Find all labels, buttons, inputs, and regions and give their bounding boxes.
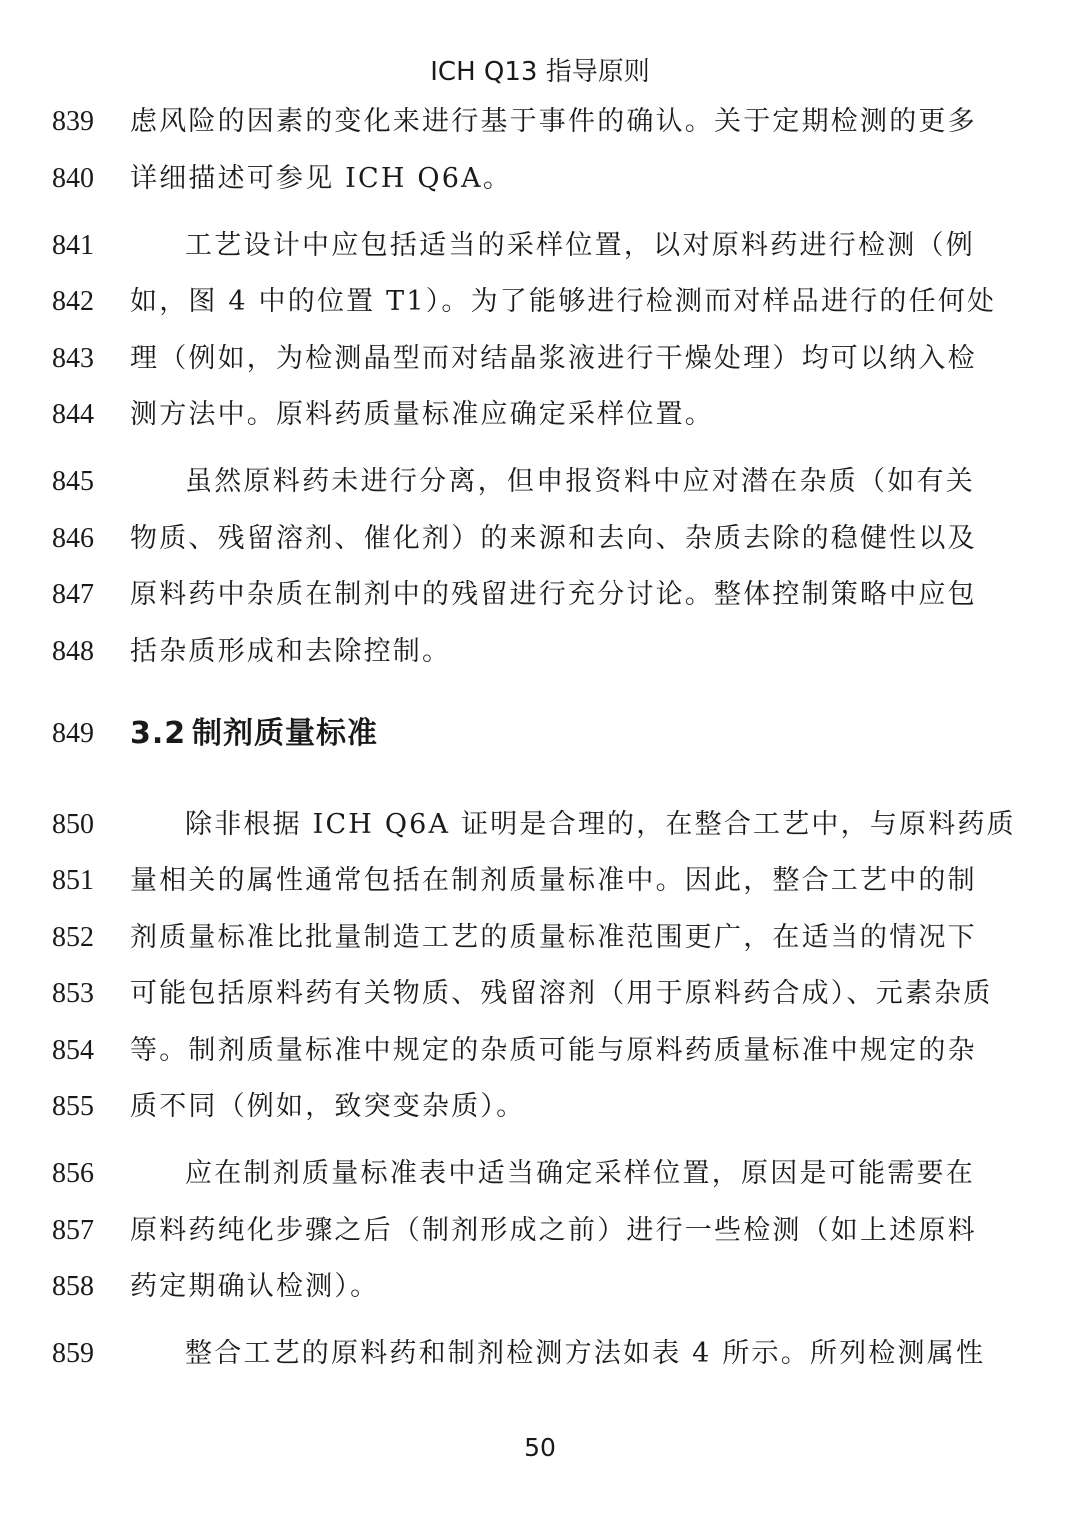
document-line (0, 462, 1080, 502)
document-line (0, 1211, 1080, 1251)
line-number: 843 (52, 343, 94, 374)
document-line (0, 575, 1080, 615)
document-line (0, 1334, 1080, 1374)
line-number: 851 (52, 865, 94, 896)
line-number: 854 (52, 1035, 94, 1066)
line-number: 847 (52, 579, 94, 610)
line-number: 842 (52, 286, 94, 317)
line-text: 应在制剂质量标准表中适当确定采样位置，原因是可能需要在 (185, 1158, 975, 1189)
line-text: 虑风险的因素的变化来进行基于事件的确认。关于定期检测的更多 (130, 106, 977, 137)
document-line (0, 102, 1080, 142)
line-text: 括杂质形成和去除控制。 (130, 636, 452, 667)
document-line (0, 1154, 1080, 1194)
line-text: 剂质量标准比批量制造工艺的质量标准范围更广，在适当的情况下 (130, 922, 977, 953)
line-number: 857 (52, 1215, 94, 1246)
document-line (0, 1087, 1080, 1127)
line-text: 原料药纯化步骤之后（制剂形成之前）进行一些检测（如上述原料 (130, 1215, 977, 1246)
line-text: 整合工艺的原料药和制剂检测方法如表 4 所示。所列检测属性 (185, 1338, 986, 1369)
page-header-title: ICH Q13 指导原则 (430, 57, 650, 87)
line-number: 844 (52, 399, 94, 430)
line-text: 虽然原料药未进行分离，但申报资料中应对潜在杂质（如有关 (185, 466, 975, 497)
line-number: 846 (52, 523, 94, 554)
document-line (0, 282, 1080, 322)
line-number: 856 (52, 1158, 94, 1189)
line-number: 848 (52, 636, 94, 667)
line-text: 测方法中。原料药质量标准应确定采样位置。 (130, 399, 714, 430)
document-line (0, 632, 1080, 672)
section-number: 3.2 (130, 716, 187, 751)
line-number: 839 (52, 106, 94, 137)
page-number: 50 (524, 1433, 556, 1462)
line-text: 原料药中杂质在制剂中的残留进行充分讨论。整体控制策略中应包 (130, 579, 977, 610)
line-text: 量相关的属性通常包括在制剂质量标准中。因此，整合工艺中的制 (130, 865, 977, 896)
line-number: 855 (52, 1091, 94, 1122)
line-number: 859 (52, 1338, 94, 1369)
line-text: 除非根据 ICH Q6A 证明是合理的，在整合工艺中，与原料药质 (185, 809, 1016, 840)
document-line (0, 1031, 1080, 1071)
section-heading-text (130, 714, 975, 754)
document-line (0, 339, 1080, 379)
line-text: 详细描述可参见 ICH Q6A。 (130, 163, 513, 194)
line-text: 如，图 4 中的位置 T1）。为了能够进行检测而对样品进行的任何处 (130, 286, 997, 317)
line-text: 工艺设计中应包括适当的采样位置，以对原料药进行检测（例 (185, 230, 975, 261)
line-number: 845 (52, 466, 94, 497)
document-line (0, 226, 1080, 266)
line-text: 理（例如，为检测晶型而对结晶浆液进行干燥处理）均可以纳入检 (130, 343, 977, 374)
document-line (0, 395, 1080, 435)
line-text: 可能包括原料药有关物质、残留溶剂（用于原料药合成）、元素杂质 (130, 978, 993, 1009)
line-text: 药定期确认检测）。 (130, 1271, 380, 1302)
line-number: 852 (52, 922, 94, 953)
document-line (0, 805, 1080, 845)
line-number: 840 (52, 163, 94, 194)
section-heading (0, 714, 1080, 754)
section-title: 制剂质量标准 (192, 716, 378, 751)
document-line (0, 159, 1080, 199)
line-number: 841 (52, 230, 94, 261)
line-number: 853 (52, 978, 94, 1009)
document-line (0, 918, 1080, 958)
line-number: 850 (52, 809, 94, 840)
document-line (0, 974, 1080, 1014)
line-text: 等。制剂质量标准中规定的杂质可能与原料药质量标准中规定的杂 (130, 1035, 977, 1066)
line-number: 849 (52, 718, 94, 749)
line-text: 物质、残留溶剂、催化剂）的来源和去向、杂质去除的稳健性以及 (130, 523, 977, 554)
document-line (0, 519, 1080, 559)
document-line (0, 861, 1080, 901)
line-text: 质不同（例如，致突变杂质）。 (130, 1091, 526, 1122)
line-number: 858 (52, 1271, 94, 1302)
document-line (0, 1267, 1080, 1307)
